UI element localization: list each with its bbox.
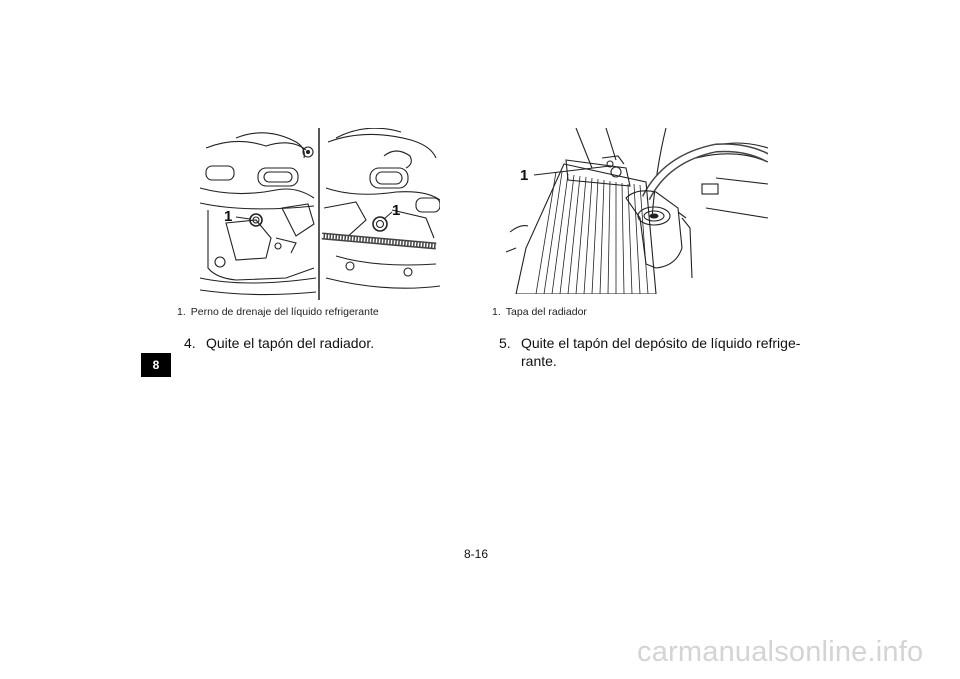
page-number: 8-16 (464, 547, 489, 561)
radiator-illustration (506, 128, 768, 294)
figure-drain-bolt (196, 128, 440, 300)
step-number: 5. (499, 335, 511, 351)
figure-caption-right (492, 306, 587, 318)
figure-radiator-cap (506, 128, 768, 294)
step-text: Quite el tapón del radiador. (206, 335, 375, 351)
watermark-text: carmanualsonline.info (637, 636, 924, 668)
callout-right: 1 (392, 202, 401, 219)
callout-radiator: 1 (520, 167, 529, 184)
step-text-line1: Quite el tapón del depósito de líquido refrige- (521, 335, 801, 351)
caption-text: Perno de drenaje del líquido refrigerante (190, 306, 379, 318)
step-text-line2: rante. (521, 353, 557, 369)
caption-text: Tapa del radiador (505, 306, 587, 318)
chapter-number: 8 (152, 358, 160, 372)
step-number: 4. (184, 335, 196, 351)
figure-caption-left (177, 306, 379, 318)
drain-bolt-illustration (196, 128, 440, 300)
caption-number: 1. (177, 306, 186, 318)
step-5 (499, 334, 809, 370)
step-4 (184, 334, 464, 352)
chapter-tab (141, 353, 171, 377)
caption-number: 1. (492, 306, 501, 318)
callout-left: 1 (224, 208, 233, 225)
